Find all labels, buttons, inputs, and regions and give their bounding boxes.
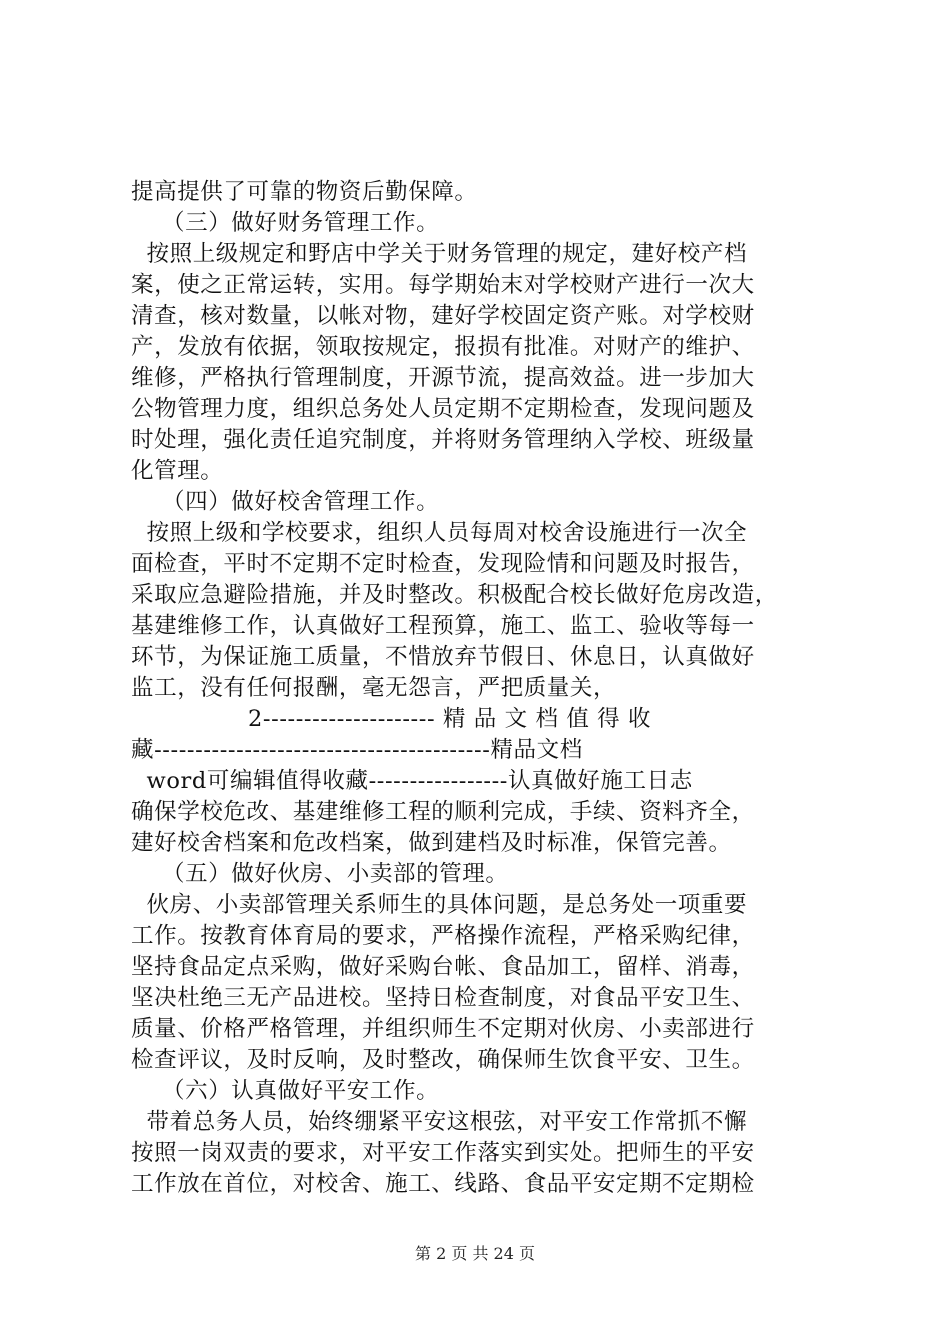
body-line: 化管理。 — [131, 458, 224, 484]
body-line: 确保学校危改、基建维修工程的顺利完成，手续、资料齐全， — [131, 799, 755, 825]
body-line: 提高提供了可靠的物资后勤保障。 — [131, 179, 478, 205]
watermark-separator-line: 藏-----------------------------------------精品文档 — [131, 737, 583, 763]
body-line: 工作放在首位，对校舍、施工、线路、食品平安定期不定期检 — [131, 1171, 755, 1197]
page-number-footer: 第 2 页 共 24 页 — [415, 1244, 535, 1263]
section-heading: （五）做好伙房、小卖部的管理。 — [131, 861, 509, 887]
body-line: 质量、价格严格管理，并组织师生不定期对伙房、小卖部进行 — [131, 1016, 755, 1042]
watermark-separator-line: 2--------------------- 精 品 文 档 值 得 收 — [248, 706, 652, 732]
body-line: 坚决杜绝三无产品进校。坚持日检查制度，对食品平安卫生、 — [131, 985, 755, 1011]
body-line: 按照上级和学校要求，组织人员每周对校舍设施进行一次全 — [131, 520, 748, 546]
section-heading: （四）做好校舍管理工作。 — [131, 489, 440, 515]
section-heading: （六）认真做好平安工作。 — [131, 1078, 440, 1104]
body-line: 清查，核对数量，以帐对物，建好学校固定资产账。对学校财 — [131, 303, 755, 329]
body-line: 产，发放有依据，领取按规定，报损有批准。对财产的维护、 — [131, 334, 755, 360]
body-line: 采取应急避险措施，并及时整改。积极配合校长做好危房改造， — [131, 582, 778, 608]
body-line: 工作。按教育体育局的要求，严格操作流程，严格采购纪律， — [131, 923, 755, 949]
body-line: 时处理，强化责任追究制度，并将财务管理纳入学校、班级量 — [131, 427, 755, 453]
body-line: 案，使之正常运转，实用。每学期始末对学校财产进行一次大 — [131, 272, 755, 298]
body-line: 按照上级规定和野店中学关于财务管理的规定，建好校产档 — [131, 241, 748, 267]
body-line: 面检查，平时不定期不定时检查，发现险情和问题及时报告， — [131, 551, 755, 577]
body-line: 检查评议，及时反响，及时整改，确保师生饮食平安、卫生。 — [131, 1047, 755, 1073]
body-line: 维修，严格执行管理制度，开源节流，提高效益。进一步加大 — [131, 365, 755, 391]
body-line: 伙房、小卖部管理关系师生的具体问题，是总务处一项重要 — [131, 892, 748, 918]
body-line: 坚持食品定点采购，做好采购台帐、食品加工，留样、消毒， — [131, 954, 755, 980]
body-line: 建好校舍档案和危改档案，做到建档及时标准，保管完善。 — [131, 830, 732, 856]
body-line: 基建维修工作，认真做好工程预算，施工、监工、验收等每一 — [131, 613, 755, 639]
body-line: 监工，没有任何报酬，毫无怨言，严把质量关， — [131, 675, 617, 701]
body-line: 环节，为保证施工质量，不惜放弃节假日、休息日，认真做好 — [131, 644, 755, 670]
body-line: 公物管理力度，组织总务处人员定期不定期检查，发现问题及 — [131, 396, 755, 422]
body-line: 按照一岗双责的要求，对平安工作落实到实处。把师生的平安 — [131, 1140, 755, 1166]
body-line: 带着总务人员，始终绷紧平安这根弦，对平安工作常抓不懈 — [131, 1109, 748, 1135]
section-heading: （三）做好财务管理工作。 — [131, 210, 440, 236]
body-line: word可编辑值得收藏-----------------认真做好施工日志 — [131, 768, 693, 794]
